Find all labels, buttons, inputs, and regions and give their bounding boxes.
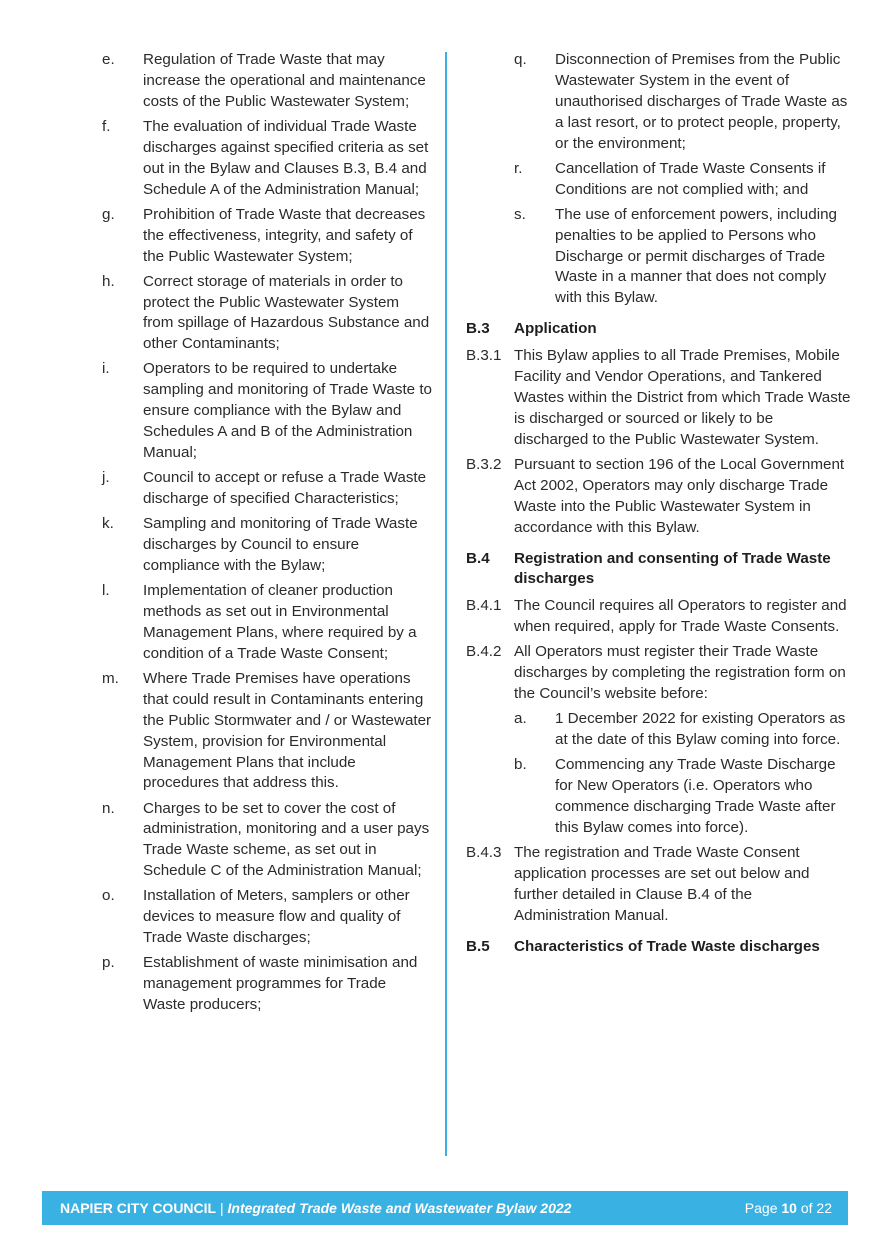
clause-number: B.3.1 [466, 347, 502, 365]
list-item-g [102, 205, 432, 268]
item-marker: a. [514, 710, 527, 728]
section-number: B.5 [466, 937, 490, 955]
footer-doc-info [60, 1200, 571, 1216]
item-text: Implementation of cleaner production methods as set out in Environmental Management Plans, where required by a condition of a Trade Waste Consent; [143, 582, 417, 662]
item-text: Installation of Meters, samplers or other devices to measure flow and quality of Trade Waste discharges; [143, 887, 410, 947]
item-text: Commencing any Trade Waste Discharge for New Operators (i.e. Operators who commence discharging Trade Waste after this Bylaw comes into force). [555, 756, 836, 836]
item-text: Disconnection of Premises from the Public Wastewater System in the event of unauthorised discharges of Trade Waste as a last resort, or to protect people, property, or the environment; [555, 51, 848, 152]
item-text: Regulation of Trade Waste that may increase the operational and maintenance costs of the Public Wastewater System; [143, 51, 426, 110]
list-item-q [514, 50, 851, 155]
item-marker: p. [102, 954, 115, 972]
item-text: Establishment of waste minimisation and management programmes for Trade Waste producers; [143, 954, 418, 1014]
item-marker: i. [102, 360, 110, 378]
clause-b3-2 [466, 455, 851, 539]
item-marker: l. [102, 582, 110, 600]
list-item-m [102, 669, 432, 794]
clause-text: All Operators must register their Trade Waste discharges by completing the registration form on the Council’s website before: [514, 643, 846, 703]
list-item-l [102, 581, 432, 665]
list-item-j [102, 468, 432, 510]
footer-org-name: NAPIER CITY COUNCIL [60, 1200, 217, 1216]
clause-text: Pursuant to section 196 of the Local Government Act 2002, Operators may only discharge Trade Waste into the Public Wastewater System in accordance with this Bylaw. [514, 455, 845, 536]
section-heading-b3 [466, 319, 851, 340]
page-total: of 22 [796, 1200, 832, 1216]
item-marker: n. [102, 799, 115, 817]
item-marker: j. [102, 469, 110, 487]
section-heading-b5 [466, 937, 851, 958]
page-number: 10 [781, 1200, 797, 1216]
item-marker: g. [102, 205, 115, 223]
section-number: B.4 [466, 549, 490, 567]
item-text: Charges to be set to cover the cost of administration, monitoring and a user pays Trade Waste scheme, as set out in Schedule C of the Administration Manual; [143, 799, 430, 880]
list-item-n [102, 799, 432, 883]
item-text: Operators to be required to undertake sampling and monitoring of Trade Waste to ensure compliance with the Bylaw and Schedules A and B of the Administration Manual; [143, 360, 432, 462]
section-number: B.3 [466, 320, 490, 338]
item-marker: b. [514, 756, 527, 774]
list-item-r [514, 159, 851, 201]
list-item-h [102, 272, 432, 356]
item-text: Council to accept or refuse a Trade Waste discharge of specified Characteristics; [143, 469, 427, 508]
item-text: 1 December 2022 for existing Operators as at the date of this Bylaw coming into force. [555, 710, 846, 749]
clause-number: B.3.2 [466, 455, 502, 473]
list-item-p [102, 953, 432, 1016]
list-item-e [102, 50, 432, 113]
clause-b4-3 [466, 843, 851, 927]
list-item-b4-2-a [514, 709, 851, 751]
item-text: The use of enforcement powers, including penalties to be applied to Persons who Discharge or permit discharges of Trade Waste in a manner that does not comply with this Bylaw. [555, 205, 837, 307]
right-column [466, 50, 851, 964]
item-text: Prohibition of Trade Waste that decreases the effectiveness, integrity, and safety of the Public Wastewater System; [143, 205, 426, 265]
item-marker: k. [102, 515, 114, 533]
clause-text: The registration and Trade Waste Consent application processes are set out below and further detailed in Clause B.4 of the Administration Manual. [514, 844, 810, 924]
list-item-k [102, 514, 432, 577]
section-title: Characteristics of Trade Waste discharges [514, 937, 820, 955]
item-marker: e. [102, 51, 115, 68]
page-label: Page [744, 1200, 782, 1216]
list-item-f [102, 117, 432, 201]
item-marker: m. [102, 669, 119, 687]
item-marker: f. [102, 117, 111, 135]
item-marker: o. [102, 887, 115, 905]
footer-page-indicator [745, 1200, 832, 1216]
clause-number: B.4.2 [466, 643, 502, 661]
item-text: Correct storage of materials in order to protect the Public Wastewater System from spillage of Hazardous Substance and other Contaminants; [143, 272, 430, 353]
item-marker: h. [102, 272, 115, 290]
clause-number: B.4.1 [466, 597, 502, 615]
left-column [102, 50, 432, 1020]
section-title: Registration and consenting of Trade Waste discharges [514, 549, 831, 588]
item-marker: q. [514, 51, 527, 68]
clause-number: B.4.3 [466, 844, 502, 862]
clause-b4-2 [466, 642, 851, 705]
section-heading-b4 [466, 549, 851, 591]
footer-doc-title: Integrated Trade Waste and Wastewater Bylaw 2022 [227, 1200, 572, 1216]
item-text: Sampling and monitoring of Trade Waste discharges by Council to ensure compliance with the Bylaw; [143, 515, 418, 574]
clause-b4-1 [466, 596, 851, 638]
list-item-s [514, 205, 851, 310]
section-title: Application [514, 320, 597, 338]
page-footer [42, 1191, 848, 1225]
clause-text: The Council requires all Operators to register and when required, apply for Trade Waste Consents. [514, 597, 847, 636]
clause-text: This Bylaw applies to all Trade Premises, Mobile Facility and Vendor Operations, and Tankered Wastes within the District from which Trade Waste is discharged or sourced or likely to be discharged to the Public Wastewater System. [514, 347, 851, 448]
list-item-b4-2-b [514, 755, 851, 839]
item-marker: r. [514, 159, 523, 177]
list-item-i [102, 359, 432, 464]
item-marker: s. [514, 205, 526, 223]
item-text: Cancellation of Trade Waste Consents if Conditions are not complied with; and [555, 159, 826, 198]
item-text: The evaluation of individual Trade Waste discharges against specified criteria as set out in the Bylaw and Clauses B.3, B.4 and Schedule A of the Administration Manual; [143, 117, 429, 198]
list-item-o [102, 886, 432, 949]
item-text: Where Trade Premises have operations that could result in Contaminants entering the Public Stormwater and / or Wastewater System, provision for Environmental Management Plans that include procedures that address this. [143, 669, 432, 792]
footer-separator: | [216, 1200, 228, 1216]
column-divider [445, 52, 447, 1156]
clause-b3-1 [466, 346, 851, 451]
